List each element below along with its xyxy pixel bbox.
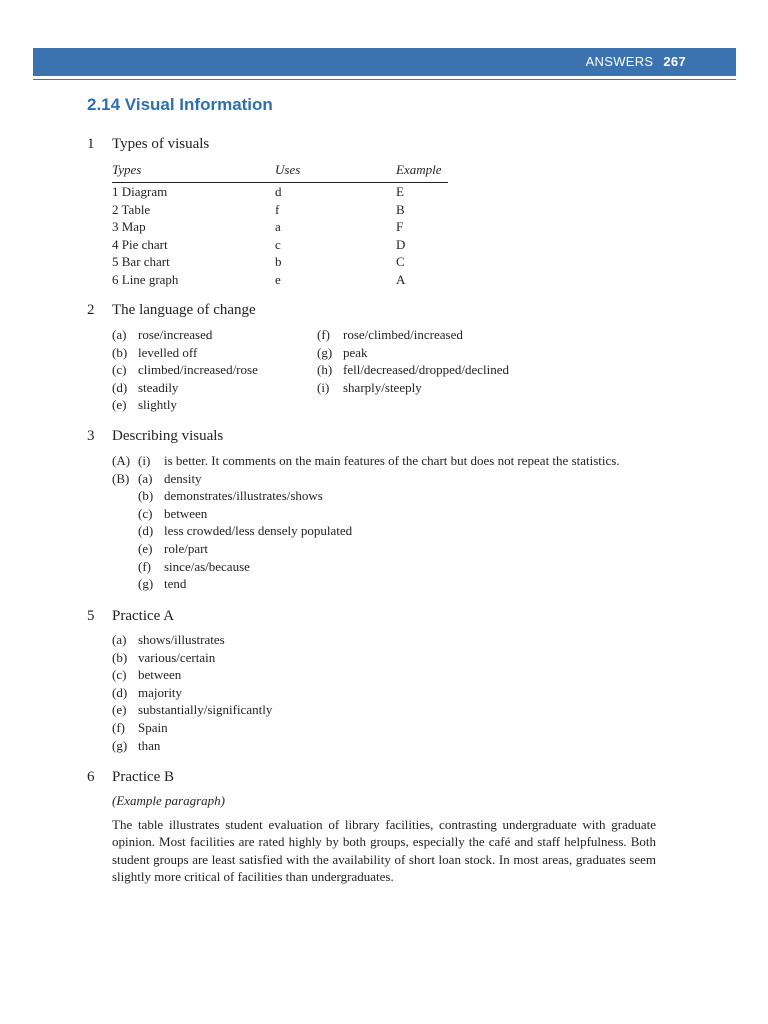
item-text: steadily xyxy=(138,379,179,395)
item-text: role/part xyxy=(164,540,209,556)
q3-number: 3 xyxy=(87,428,95,444)
q2-number: 2 xyxy=(87,302,95,318)
list-item xyxy=(317,344,509,362)
q3-heading xyxy=(87,428,223,445)
cell-example: A xyxy=(396,271,406,287)
item-label: (B) xyxy=(112,470,130,486)
running-header xyxy=(586,54,686,69)
item-text: peak xyxy=(343,344,368,360)
item-text: sharply/steeply xyxy=(343,379,422,395)
item-text: between xyxy=(138,667,182,683)
q5-heading xyxy=(87,608,174,625)
list-item xyxy=(112,505,620,523)
cell-use: b xyxy=(275,254,282,270)
header-label: ANSWERS xyxy=(585,54,654,69)
q6-heading xyxy=(87,769,174,786)
item-sub-label: (f) xyxy=(138,558,151,574)
q3-answers xyxy=(112,452,620,593)
q5-title: Practice A xyxy=(112,608,175,624)
list-item xyxy=(112,666,272,684)
item-label: (f) xyxy=(317,327,330,342)
list-item xyxy=(112,719,272,737)
list-item xyxy=(112,522,620,540)
cell-use: d xyxy=(275,184,282,199)
item-label: (i) xyxy=(317,379,330,395)
list-item xyxy=(112,379,258,397)
item-text: Spain xyxy=(138,719,168,735)
q3-title: Describing visuals xyxy=(112,428,224,444)
item-text: rose/increased xyxy=(138,327,213,342)
item-text: slightly xyxy=(138,397,178,413)
cell-type: 1 Diagram xyxy=(112,184,168,199)
header-rule xyxy=(33,79,736,80)
cell-example: D xyxy=(396,236,406,252)
item-text: rose/climbed/increased xyxy=(343,327,463,342)
item-text: climbed/increased/rose xyxy=(138,362,258,378)
item-text: levelled off xyxy=(138,344,198,360)
list-item xyxy=(112,649,272,667)
item-label: (c) xyxy=(112,667,127,683)
q2-heading xyxy=(87,302,256,319)
q5-answers xyxy=(112,631,272,754)
q6-title: Practice B xyxy=(112,769,175,785)
cell-example: C xyxy=(396,254,405,270)
q1-number: 1 xyxy=(87,136,95,152)
column-header-example: Example xyxy=(396,160,448,183)
table-row xyxy=(112,236,448,254)
cell-example: F xyxy=(396,219,404,235)
item-label: (d) xyxy=(112,379,128,395)
item-text: less crowded/less densely populated xyxy=(164,523,353,539)
item-label: (g) xyxy=(112,737,128,753)
list-item xyxy=(112,361,258,379)
cell-type: 3 Map xyxy=(112,219,146,235)
item-label: (b) xyxy=(112,344,128,360)
q5-number: 5 xyxy=(87,608,95,624)
list-item xyxy=(112,575,620,593)
item-text: between xyxy=(164,505,208,521)
item-label: (e) xyxy=(112,397,127,413)
q2-left-column xyxy=(112,326,258,414)
item-text: tend xyxy=(164,576,187,592)
item-text: various/certain xyxy=(138,649,216,665)
item-text: demonstrates/illustrates/shows xyxy=(164,488,323,504)
q2-title: The language of change xyxy=(112,302,256,318)
list-item xyxy=(317,361,509,379)
table-row xyxy=(112,253,448,271)
cell-use: f xyxy=(275,201,280,217)
item-sub-label: (g) xyxy=(138,576,154,592)
table-row xyxy=(112,183,448,201)
item-label: (h) xyxy=(317,362,333,378)
cell-example: E xyxy=(396,184,404,199)
item-sub-label: (i) xyxy=(138,453,151,468)
list-item xyxy=(317,379,509,397)
list-item xyxy=(112,396,258,414)
cell-example: B xyxy=(396,201,405,217)
item-label: (a) xyxy=(112,327,127,342)
list-item xyxy=(112,470,620,488)
q2-right-column xyxy=(317,326,509,396)
item-label: (e) xyxy=(112,702,127,718)
item-label: (d) xyxy=(112,684,128,700)
item-sub-label: (b) xyxy=(138,488,154,504)
cell-use: e xyxy=(275,271,281,287)
item-label: (g) xyxy=(317,344,333,360)
item-text: is better. It comments on the main features of the chart but does not repeat the statistics. xyxy=(164,453,620,468)
list-item xyxy=(112,487,620,505)
item-sub-label: (a) xyxy=(138,470,153,486)
item-label: (f) xyxy=(112,719,125,735)
column-header-types: Types xyxy=(112,160,275,183)
table-row xyxy=(112,218,448,236)
item-text: since/as/because xyxy=(164,558,250,574)
cell-type: 2 Table xyxy=(112,201,151,217)
item-sub-label: (e) xyxy=(138,540,153,556)
cell-type: 4 Pie chart xyxy=(112,236,168,252)
list-item xyxy=(112,344,258,362)
cell-type: 6 Line graph xyxy=(112,271,179,287)
list-item xyxy=(112,558,620,576)
section-title: 2.14 Visual Information xyxy=(87,95,273,114)
q1-heading xyxy=(87,136,209,153)
page-number: 267 xyxy=(663,54,686,69)
item-label: (b) xyxy=(112,649,128,665)
list-item xyxy=(112,684,272,702)
item-label: (a) xyxy=(112,632,127,647)
table-row xyxy=(112,201,448,219)
q6-subtitle: (Example paragraph) xyxy=(112,793,226,808)
example-paragraph: The table illustrates student evaluation of library facilities, contrasting undergraduate with graduate opinion. Most facilities are rated highly by both groups, especially the café and staff helpfulness. Both student groups are least satisfied with the availability of short loan stock. In most areas, graduates seem slightly more critical of facilities than undergraduates. xyxy=(112,817,656,885)
item-text: density xyxy=(164,470,202,486)
item-label: (c) xyxy=(112,362,127,378)
types-table xyxy=(112,160,448,289)
cell-type: 5 Bar chart xyxy=(112,254,170,270)
list-item xyxy=(112,701,272,719)
list-item xyxy=(112,540,620,558)
item-text: majority xyxy=(138,684,183,700)
list-item xyxy=(112,326,258,344)
column-header-uses: Uses xyxy=(275,160,396,183)
q6-number: 6 xyxy=(87,769,95,785)
item-text: substantially/significantly xyxy=(138,702,273,718)
cell-use: c xyxy=(275,236,281,252)
table-header-row xyxy=(112,160,448,183)
item-sub-label: (c) xyxy=(138,505,153,521)
table-row xyxy=(112,271,448,289)
item-text: shows/illustrates xyxy=(138,632,225,647)
item-sub-label: (d) xyxy=(138,523,154,539)
item-text: fell/decreased/dropped/declined xyxy=(343,362,510,378)
list-item xyxy=(112,631,272,649)
list-item xyxy=(317,326,509,344)
item-text: than xyxy=(138,737,161,753)
q1-title: Types of visuals xyxy=(112,136,210,152)
cell-use: a xyxy=(275,219,281,235)
list-item xyxy=(112,452,620,470)
item-label: (A) xyxy=(112,453,131,468)
list-item xyxy=(112,737,272,755)
